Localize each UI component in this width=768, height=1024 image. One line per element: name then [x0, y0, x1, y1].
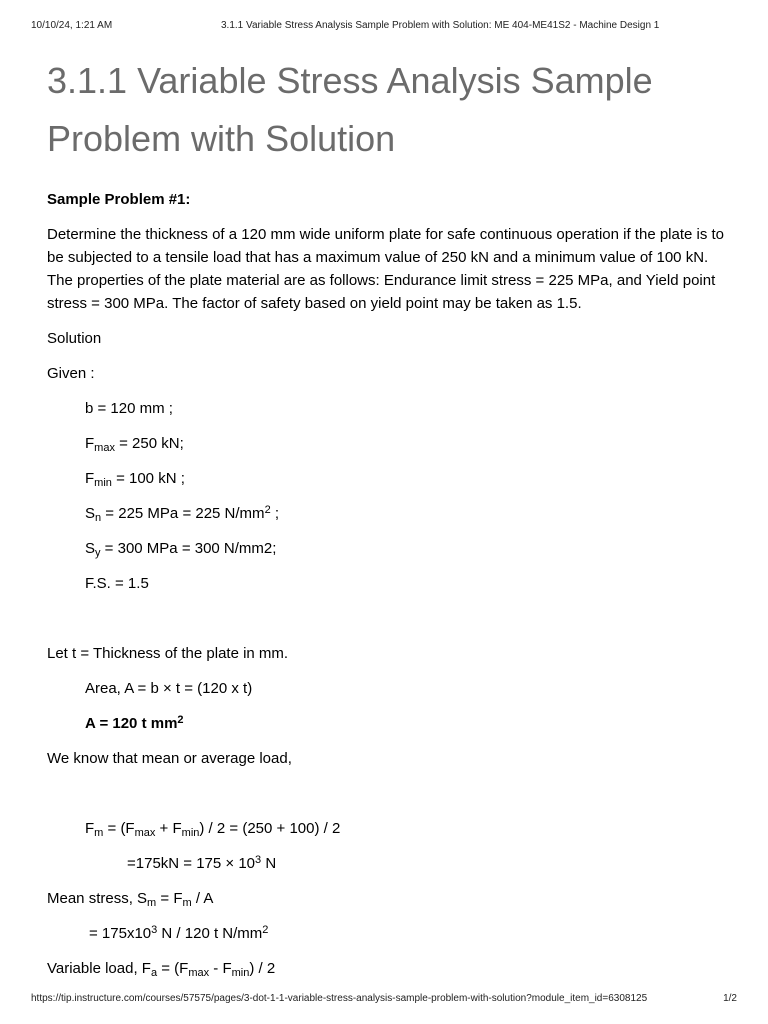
problem-heading: Sample Problem #1:: [47, 191, 191, 208]
print-page-title: 3.1.1 Variable Stress Analysis Sample Problem with Solution: ME 404-ME41S2 - Machine Design 1: [221, 20, 660, 31]
mean-stress-value: = $175x10^3$ N / 120 t $N/mm^2$: [89, 924, 269, 942]
mean-stress: Mean stress, $S_m = F_m / A$: [47, 890, 214, 909]
fm-value: $=175kN = 175 \times 10^3$ N: [127, 854, 277, 872]
page-content: [47, 52, 727, 992]
given-label: Given :: [47, 365, 95, 382]
given-b: b = 120 mm ;: [85, 400, 173, 417]
page-number: 1/2: [723, 993, 737, 1004]
let-thickness: Let t = Thickness of the plate in mm.: [47, 645, 289, 662]
area-result: A = 120 t $mm^2$: [85, 714, 184, 732]
variable-load: Variable load, $F_a = (F_{max} - F_{min}) / 2$: [47, 960, 276, 979]
mean-load-intro: We know that mean or average load,: [47, 750, 292, 767]
print-header: [31, 19, 737, 33]
area-line: Area, A = b × t = (120 x t): [85, 680, 253, 697]
solution-label: Solution: [47, 330, 102, 347]
print-footer: [31, 992, 737, 1006]
print-date: 10/10/24, 1:21 AM: [31, 20, 113, 31]
fm-equation: $F_m = (F_{max} + F_{min}) / 2 = (250 + 100) / 2$: [85, 820, 341, 839]
problem-text: Determine the thickness of a 120 mm wide uniform plate for safe continuous operation if the plate is to be subjected to a tensile load that has a maximum value of 250 kN and a minimum value of 100 kN. The properties of the plate material are as follows: Endurance limit stress = 225 MPa, and Yield point stress = 300 MPa. The factor of safety based on yield point may be taken as 1.5.: [47, 226, 725, 312]
page-title: 3.1.1 Variable Stress Analysis Sample Problem with Solution: [47, 60, 653, 159]
given-fs: F.S. = 1.5: [85, 575, 149, 592]
given-fmax: $F_{max} = 250$ kN;: [85, 435, 184, 454]
given-sy: $S_y = 300$ MPa = 300 N/mm2;: [85, 540, 277, 559]
given-fmin: $F_{min} = 100$ kN ;: [85, 470, 185, 489]
print-url: https://tip.instructure.com/courses/57575/pages/3-dot-1-1-variable-stress-analysis-sample-problem-with-solution?module_item_id=6308125: [31, 993, 648, 1004]
given-sn: $S_n = 225$ MPa = 225 $N/mm^2$ ;: [85, 504, 280, 524]
